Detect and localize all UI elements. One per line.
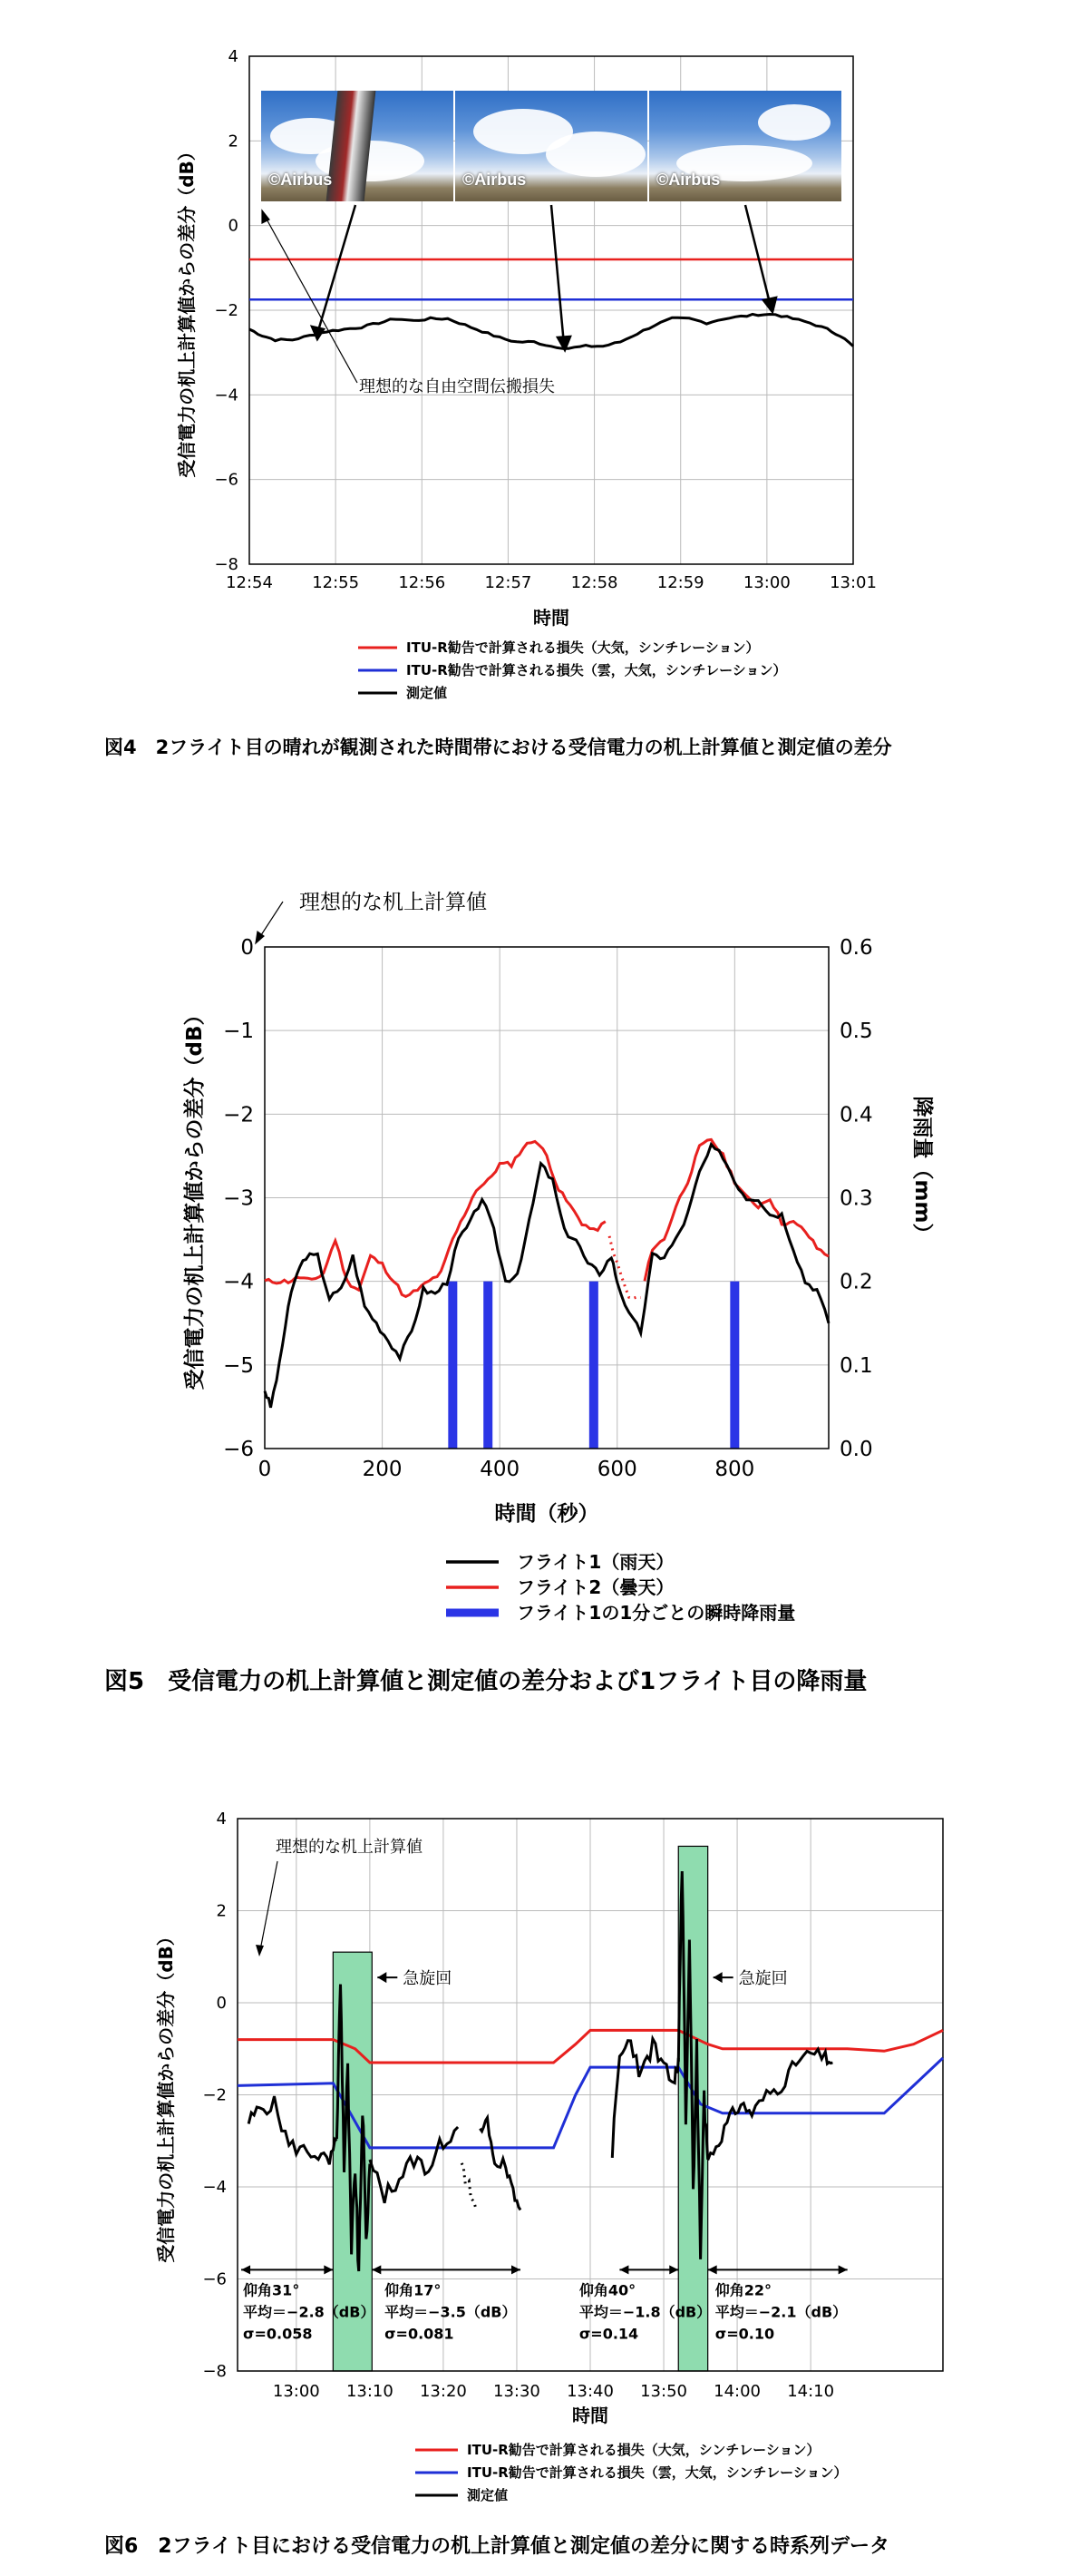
fig5-ytick-label: −5 <box>223 1353 254 1378</box>
fig6-measured-line <box>248 2096 336 2164</box>
fig4-xtick-label: 13:01 <box>830 573 877 592</box>
fig5-legend-label: フライト1（雨天） <box>517 1551 675 1573</box>
fig4-ytick-label: −8 <box>214 555 238 574</box>
fig6-range-arrow-1-head <box>324 2265 333 2274</box>
fig5-ytick-label: 0 <box>240 936 254 960</box>
fig5-ytick-label: −4 <box>223 1270 254 1294</box>
fig6-xtick-label: 13:50 <box>640 2382 687 2401</box>
fig4-legend-label: ITU-R勧告で計算される損失（雲，大気，シンチレーション） <box>406 662 787 678</box>
fig5-flight1-line <box>265 1145 829 1408</box>
fig6-xtick-label: 13:20 <box>419 2382 467 2401</box>
fig4-caption: 図4 2フライト目の晴れが観測された時間帯における受信電力の机上計算値と測定値の差分 <box>104 737 892 758</box>
fig4-ylabel: 受信電力の机上計算値からの差分（dB） <box>176 142 198 478</box>
fig6-segment-mean: 平均＝−1.8（dB） <box>578 2303 712 2321</box>
fig5-annotation-arrow <box>256 902 283 943</box>
fig6-measured-line <box>612 2039 678 2158</box>
fig5-annotation: 理想的な机上計算値 <box>299 891 487 914</box>
fig6-range-arrow-4-head <box>839 2265 848 2274</box>
fig6-xtick-label: 13:30 <box>493 2382 540 2401</box>
fig5-ylabel: 受信電力の机上計算値からの差分（dB） <box>183 1004 207 1390</box>
fig4-ytick-label: 4 <box>228 47 238 66</box>
fig6-segment-elevation: 仰角22° <box>714 2281 772 2299</box>
fig6-turn-label: 急旋回 <box>403 1969 452 1989</box>
fig6-ytick-label: 0 <box>216 1994 227 2013</box>
fig5-xtick-label: 800 <box>714 1458 755 1481</box>
fig6-segment-mean: 平均＝−3.5（dB） <box>384 2303 517 2321</box>
fig4-xtick-label: 12:58 <box>570 573 618 592</box>
photo-credit-3: ©Airbus <box>656 171 721 189</box>
fig5-legend-label: フライト1の1分ごとの瞬時降雨量 <box>517 1602 796 1624</box>
fig4-xtick-label: 12:56 <box>398 573 446 592</box>
fig6-ytick-label: −4 <box>202 2178 227 2197</box>
fig6-segment-elevation: 仰角17° <box>384 2281 442 2299</box>
fig6-legend <box>415 2442 848 2503</box>
fig5-rain-bar <box>730 1282 739 1449</box>
figure-5-chart <box>0 871 1088 1687</box>
fig5-rain-bar <box>589 1282 598 1449</box>
fig5-y2tick-label: 0.3 <box>840 1186 873 1211</box>
fig4-ytick-label: −6 <box>214 470 238 490</box>
fig6-turn-arrow-head <box>377 1972 386 1983</box>
fig4-ytick-label: 0 <box>228 216 238 236</box>
fig4-legend-label: ITU-R勧告で計算される損失（大気，シンチレーション） <box>406 639 760 656</box>
fig5-y2tick-label: 0.0 <box>840 1438 873 1461</box>
fig4-xlabel: 時間 <box>533 607 569 629</box>
fig6-annotation-arrow-head <box>256 1945 264 1956</box>
fig5-rain-bar <box>448 1282 457 1449</box>
fig5-rain-bar <box>483 1282 492 1449</box>
photo-credit-2: ©Airbus <box>462 171 527 189</box>
fig6-ytick-label: −6 <box>202 2269 227 2289</box>
fig5-y2tick-label: 0.4 <box>840 1103 873 1127</box>
fig6-segment-sigma: σ=0.10 <box>714 2325 775 2343</box>
fig6-ytick-label: −8 <box>202 2362 227 2381</box>
fig6-turn-arrow-head <box>714 1972 723 1983</box>
fig6-range-arrow-2-head <box>511 2265 520 2274</box>
fig6-segment-mean: 平均＝−2.8（dB） <box>243 2303 375 2321</box>
fig5-ytick-label: −6 <box>223 1438 254 1461</box>
fig5-xtick-label: 200 <box>362 1458 403 1481</box>
fig6-segment-elevation: 仰角31° <box>243 2281 300 2299</box>
fig6-xtick-label: 13:40 <box>567 2382 614 2401</box>
fig4-xtick-label: 12:57 <box>484 573 532 592</box>
fig5-caption: 図5 受信電力の机上計算値と測定値の差分および1フライト目の降雨量 <box>104 1668 868 1695</box>
fig6-annotation-arrow <box>260 1861 277 1950</box>
fig4-xtick-label: 12:54 <box>226 573 273 592</box>
fig6-range-arrow-1-head <box>241 2265 250 2274</box>
fig6-ylabel: 受信電力の机上計算値からの差分（dB） <box>155 1927 177 2263</box>
fig4-ytick-label: −4 <box>214 385 238 405</box>
fig5-y2tick-label: 0.5 <box>840 1020 873 1044</box>
fig6-segment-mean: 平均＝−2.1（dB） <box>714 2303 848 2321</box>
fig5-ytick-label: −2 <box>223 1103 254 1127</box>
fig5-y2tick-label: 0.2 <box>840 1270 873 1294</box>
fig4-ytick-label: 2 <box>228 132 238 151</box>
figure-6-chart <box>0 1796 1088 2576</box>
fig6-annotation: 理想的な机上計算値 <box>276 1838 423 1857</box>
fig6-ytick-label: −2 <box>202 2085 227 2105</box>
fig6-ytick-label: 2 <box>216 1901 227 1921</box>
fig5-legend-label: フライト2（曇天） <box>517 1576 675 1598</box>
fig6-measured-line <box>480 2118 520 2210</box>
fig5-xlabel: 時間（秒） <box>494 1502 599 1526</box>
fig6-legend-label: 測定値 <box>467 2487 509 2503</box>
fig6-caption: 図6 2フライト目における受信電力の机上計算値と測定値の差分に関する時系列データ <box>104 2535 889 2558</box>
fig6-range-arrow-2-head <box>372 2265 381 2274</box>
fig4-legend <box>358 639 787 701</box>
fig6-xtick-label: 13:00 <box>272 2382 320 2401</box>
fig5-legend <box>446 1551 795 1624</box>
fig4-ytick-label: −2 <box>214 301 238 320</box>
fig6-segment-sigma: σ=0.14 <box>578 2325 639 2343</box>
fig5-y2label: 降雨量（mm） <box>910 1096 934 1244</box>
fig4-legend-label: 測定値 <box>406 685 448 701</box>
fig6-segment-sigma: σ=0.081 <box>384 2325 454 2343</box>
fig5-xtick-label: 600 <box>597 1458 637 1481</box>
fig5-xtick-label: 0 <box>257 1458 272 1481</box>
fig6-measured-line <box>708 2049 833 2160</box>
fig4-xtick-label: 12:55 <box>312 573 360 592</box>
airbus-photo-2 <box>455 91 647 201</box>
fig5-flight2-line <box>265 1141 606 1296</box>
airbus-photo-3 <box>649 91 841 201</box>
fig4-photo-arrows <box>312 205 776 350</box>
fig6-measured-line <box>370 2127 458 2203</box>
fig6-segment-elevation: 仰角40° <box>578 2281 636 2299</box>
fig4-xtick-label: 13:00 <box>743 573 791 592</box>
fig6-range-arrow-3-head <box>669 2265 678 2274</box>
fig6-legend-label: ITU-R勧告で計算される損失（雲，大気，シンチレーション） <box>467 2464 848 2481</box>
fig6-range-arrow-3-head <box>619 2265 628 2274</box>
fig5-ytick-label: −3 <box>223 1186 254 1211</box>
fig6-turn-label: 急旋回 <box>738 1969 788 1989</box>
fig6-segment-sigma: σ=0.058 <box>243 2325 313 2343</box>
fig4-series-line-3 <box>249 314 853 348</box>
fig6-annotations <box>241 1861 848 2342</box>
fig4-xtick-label: 12:59 <box>656 573 704 592</box>
fig4-annotation-arrow <box>262 210 357 383</box>
fig4-annotation: 理想的な自由空間伝搬損失 <box>359 377 555 396</box>
fig6-xtick-label: 14:00 <box>714 2382 762 2401</box>
fig5-y2tick-label: 0.6 <box>840 936 873 960</box>
fig6-xtick-label: 13:10 <box>345 2382 393 2401</box>
fig5-y2tick-label: 0.1 <box>840 1353 873 1378</box>
airbus-photo-1 <box>261 91 453 201</box>
fig6-xtick-label: 14:10 <box>787 2382 835 2401</box>
fig5-series <box>265 1139 829 1407</box>
fig5-flight2-line <box>645 1139 829 1281</box>
fig5-ytick-label: −1 <box>223 1020 254 1044</box>
fig5-xtick-label: 400 <box>480 1458 520 1481</box>
fig6-legend-label: ITU-R勧告で計算される損失（大気，シンチレーション） <box>467 2442 821 2458</box>
fig6-xlabel: 時間 <box>572 2405 608 2426</box>
fig6-range-arrow-4-head <box>708 2265 717 2274</box>
fig6-ytick-label: 4 <box>216 1810 227 1829</box>
photo-credit-1: ©Airbus <box>268 171 333 189</box>
